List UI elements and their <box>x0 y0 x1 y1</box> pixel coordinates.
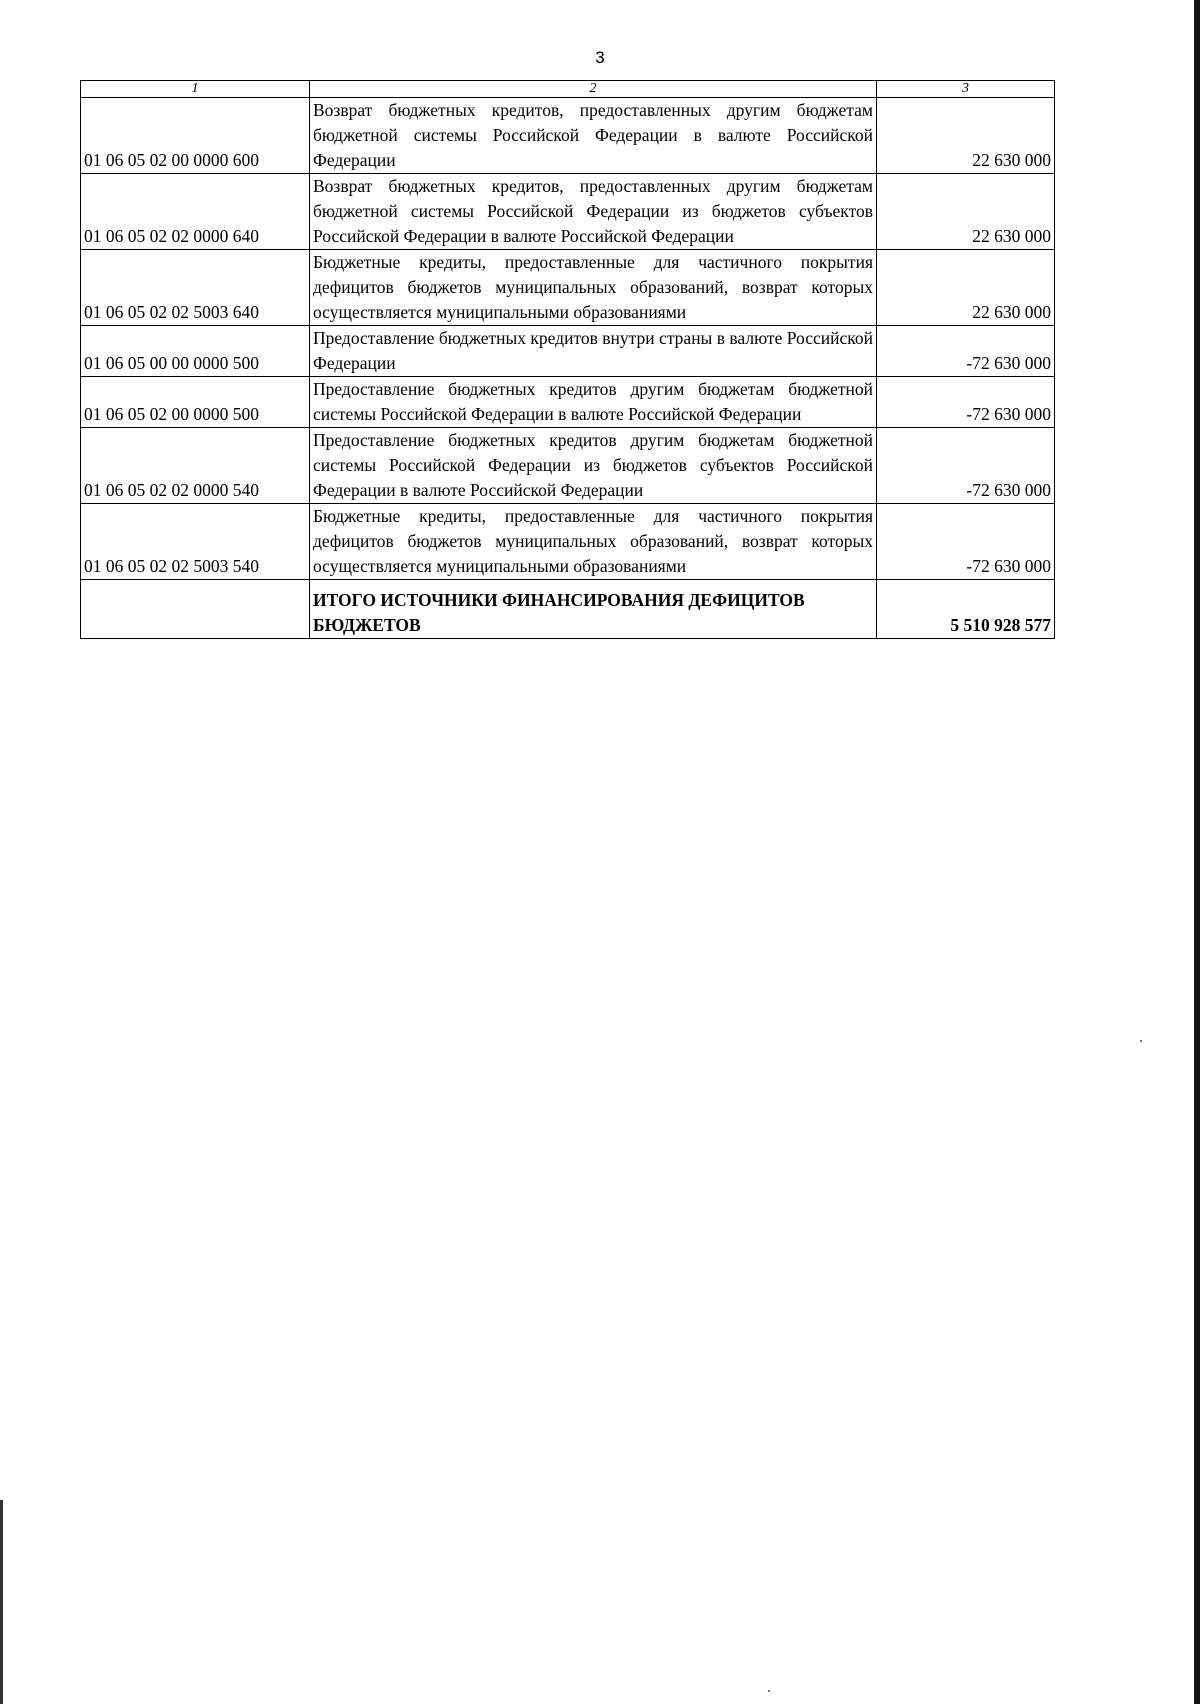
source-name: Предоставление бюджетных кредитов другим бюджетам бюджетной системы Российской Федерации из бюджетов субъектов Российской Федерации в валюте Российской Федерации <box>310 428 877 504</box>
column-number-row <box>81 81 1055 98</box>
total-label: ИТОГО ИСТОЧНИКИ ФИНАНСИРОВАНИЯ ДЕФИЦИТОВ БЮДЖЕТОВ <box>310 580 877 639</box>
budget-code: 01 06 05 02 00 0000 500 <box>81 377 310 428</box>
source-name: Бюджетные кредиты, предоставленные для частичного покрытия дефицитов бюджетов муниципальных образований, возврат которых осуществляется муниципальными образованиями <box>310 504 877 580</box>
budget-code: 01 06 05 02 00 0000 600 <box>81 98 310 174</box>
budget-code: 01 06 05 02 02 0000 640 <box>81 174 310 250</box>
total-amount: 5 510 928 577 <box>877 580 1055 639</box>
scan-edge-right <box>1194 0 1200 1704</box>
table-row <box>81 174 1055 250</box>
source-name: Возврат бюджетных кредитов, предоставленных другим бюджетам бюджетной системы Российской Федерации в валюте Российской Федерации <box>310 98 877 174</box>
amount: -72 630 000 <box>877 504 1055 580</box>
column-number-1: 1 <box>81 81 310 98</box>
source-name: Бюджетные кредиты, предоставленные для частичного покрытия дефицитов бюджетов муниципальных образований, возврат которых осуществляется муниципальными образованиями <box>310 250 877 326</box>
amount: 22 630 000 <box>877 174 1055 250</box>
budget-sources-table <box>80 80 1055 639</box>
table-row <box>81 98 1055 174</box>
total-row <box>81 580 1055 639</box>
budget-code: 01 06 05 02 02 5003 540 <box>81 504 310 580</box>
budget-code: 01 06 05 02 02 0000 540 <box>81 428 310 504</box>
table-row <box>81 377 1055 428</box>
page-number: 3 <box>595 48 605 67</box>
budget-code: 01 06 05 00 00 0000 500 <box>81 326 310 377</box>
total-code <box>81 580 310 639</box>
scan-edge-left <box>0 1500 3 1704</box>
table-row <box>81 428 1055 504</box>
column-number-2: 2 <box>310 81 877 98</box>
amount: 22 630 000 <box>877 250 1055 326</box>
amount: 22 630 000 <box>877 98 1055 174</box>
table-row <box>81 326 1055 377</box>
source-name: Возврат бюджетных кредитов, предоставленных другим бюджетам бюджетной системы Российской Федерации из бюджетов субъектов Российской Федерации в валюте Российской Федерации <box>310 174 877 250</box>
amount: -72 630 000 <box>877 377 1055 428</box>
source-name: Предоставление бюджетных кредитов внутри страны в валюте Российской Федерации <box>310 326 877 377</box>
amount: -72 630 000 <box>877 428 1055 504</box>
table-row <box>81 250 1055 326</box>
column-number-3: 3 <box>877 81 1055 98</box>
scan-dot <box>768 1690 770 1692</box>
source-name: Предоставление бюджетных кредитов другим бюджетам бюджетной системы Российской Федерации в валюте Российской Федерации <box>310 377 877 428</box>
amount: -72 630 000 <box>877 326 1055 377</box>
scan-dot <box>1140 1040 1142 1042</box>
budget-code: 01 06 05 02 02 5003 640 <box>81 250 310 326</box>
table-row <box>81 504 1055 580</box>
